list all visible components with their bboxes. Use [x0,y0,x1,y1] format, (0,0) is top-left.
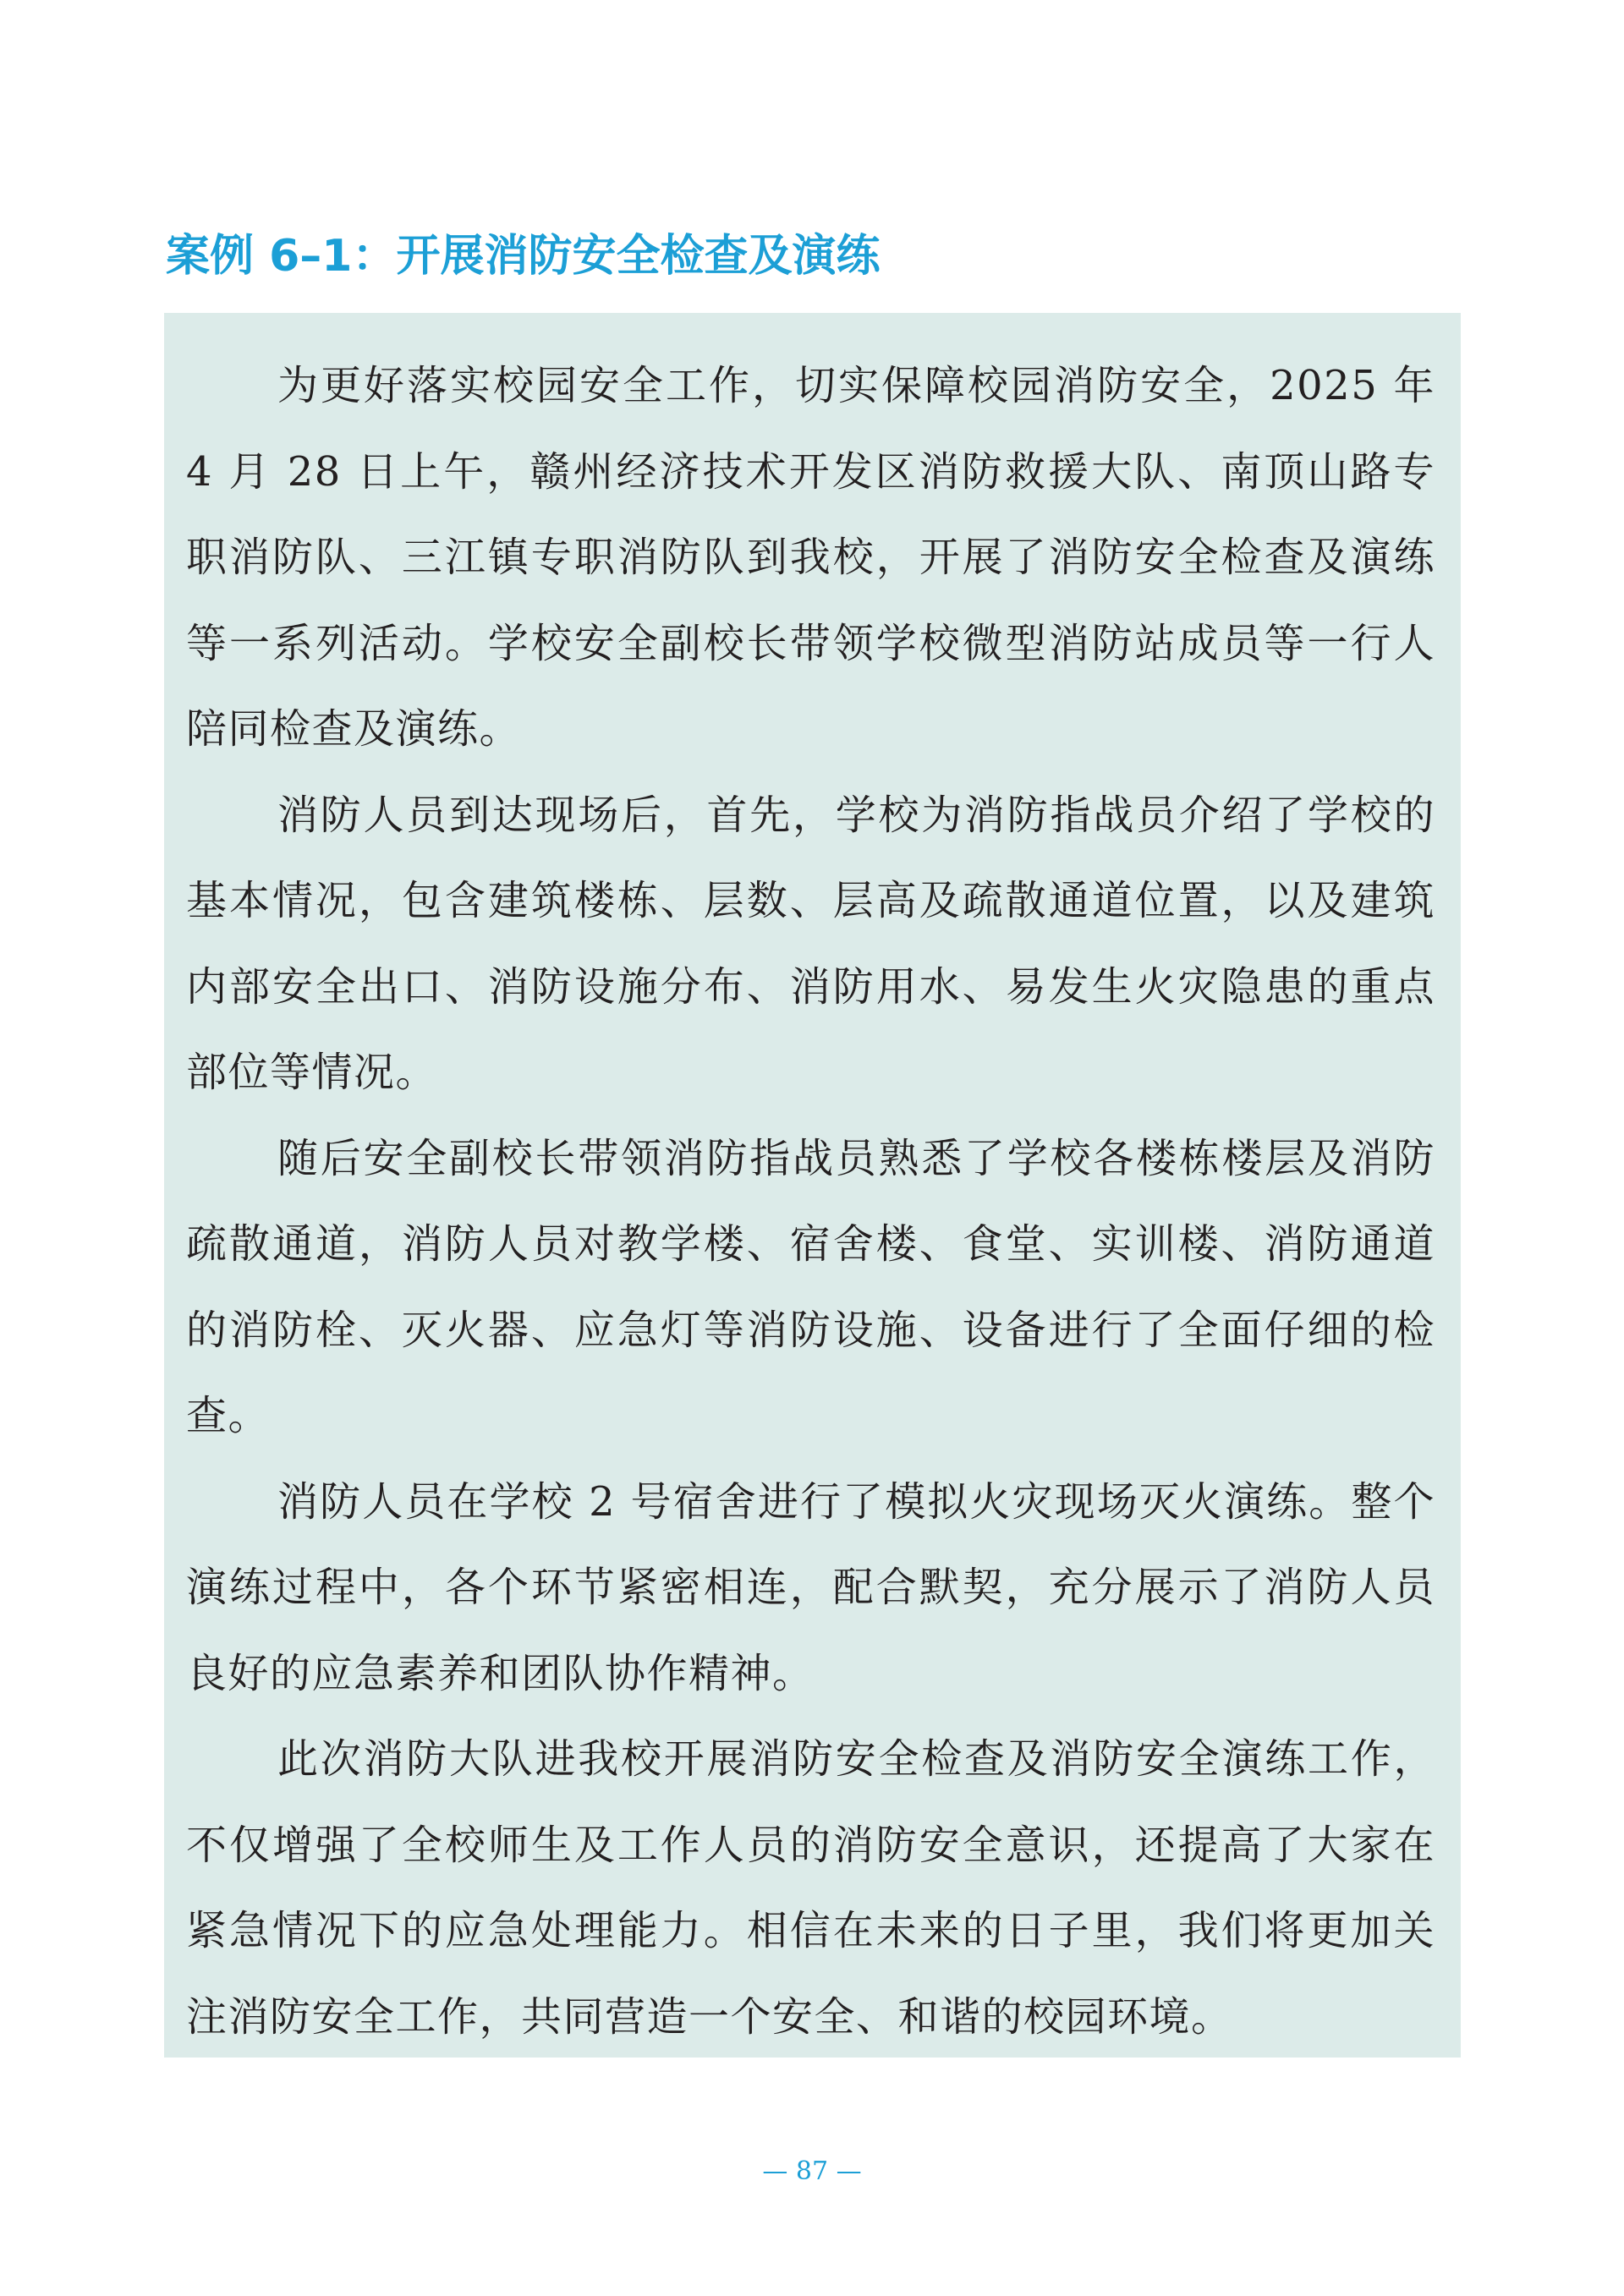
case-paragraph: 随后安全副校长带领消防指战员熟悉了学校各楼栋楼层及消防疏散通道，消防人员对教学楼、宿舍楼、食堂、实训楼、消防通道的消防栓、灭火器、应急灯等消防设施、设备进行了全面仔细的检查。 [186,1134,1435,1439]
page-number: — 87 — [762,2156,862,2186]
case-paragraph: 此次消防大队进我校开展消防安全检查及消防安全演练工作，不仅增强了全校师生及工作人员的消防安全意识，还提高了大家在紧急情况下的应急处理能力。相信在未来的日子里，我们将更加关注消防安全工作，共同营造一个安全、和谐的校园环境。 [186,1735,1435,2041]
case-paragraph: 消防人员到达现场后，首先，学校为消防指战员介绍了学校的基本情况，包含建筑楼栋、层数、层高及疏散通道位置，以及建筑内部安全出口、消防设施分布、消防用水、易发生火灾隐患的重点部位等情况。 [186,791,1435,1096]
case-paragraph: 为更好落实校园安全工作，切实保障校园消防安全，2025 年 4 月 28 日上午，赣州经济技术开发区消防救援大队、南顶山路专职消防队、三江镇专职消防队到我校，开展了消防安全检查及演练等一系列活动。学校安全副校长带领学校微型消防站成员等一行人陪同检查及演练。 [186,362,1435,753]
case-text-box [164,313,1461,2058]
case-paragraph: 消防人员在学校 2 号宿舍进行了模拟火灾现场灭火演练。整个演练过程中，各个环节紧密相连，配合默契，充分展示了消防人员良好的应急素养和团队协作精神。 [186,1477,1435,1697]
case-title: 案例 6–1：开展消防安全检查及演练 [166,231,881,282]
